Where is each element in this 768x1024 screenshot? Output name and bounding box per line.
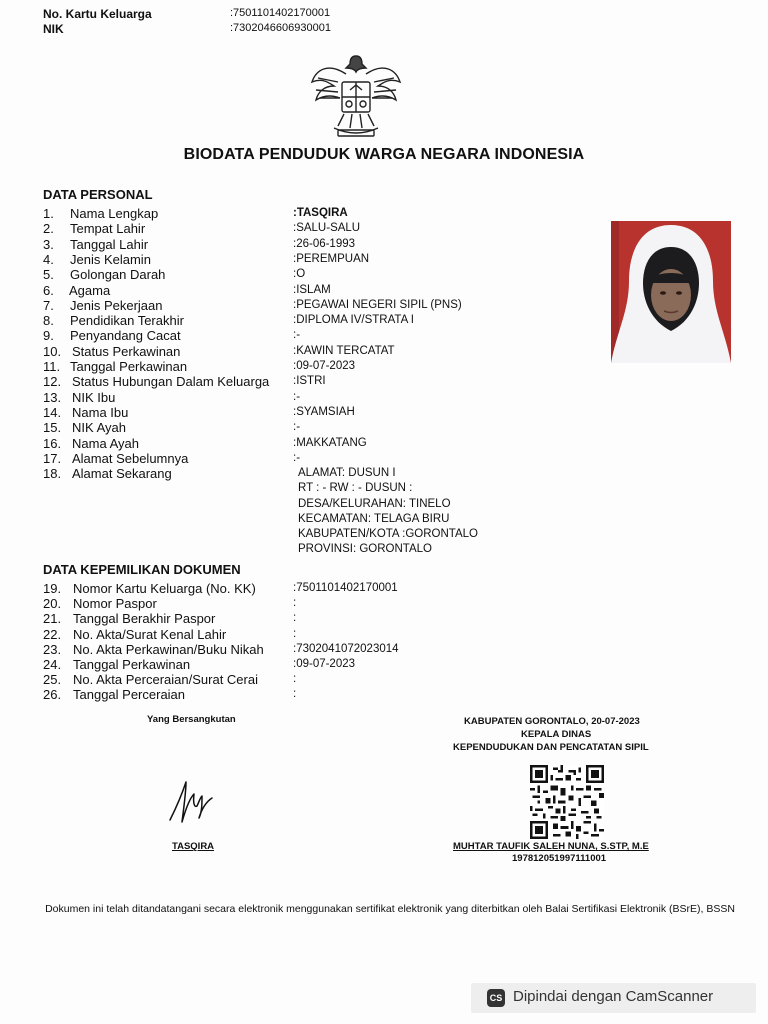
personal-row <box>43 436 603 451</box>
row-value: :SYAMSIAH <box>293 405 355 418</box>
row-value: :SALU-SALU <box>293 222 361 235</box>
personal-row <box>43 252 603 267</box>
signer-left-name: TASQIRA <box>172 841 215 852</box>
personal-row <box>43 313 603 328</box>
portrait-photo <box>611 221 731 363</box>
row-value: :TASQIRA <box>293 207 348 219</box>
official-nip: 197812051997111001 <box>512 853 607 864</box>
row-number: 19. <box>43 581 62 596</box>
row-number: 7. <box>43 297 54 313</box>
row-number: 20. <box>43 596 62 612</box>
handwritten-signature <box>166 778 216 826</box>
personal-row <box>43 221 603 236</box>
row-value: : <box>293 627 297 640</box>
personal-row <box>43 206 603 221</box>
row-label: Nama Lengkap <box>70 206 159 221</box>
row-number: 25. <box>43 672 62 688</box>
row-number: 16. <box>43 435 62 451</box>
row-number: 26. <box>43 687 62 703</box>
address-line: ALAMAT: DUSUN I <box>298 467 396 479</box>
row-value: :MAKKATANG <box>293 436 367 449</box>
row-value: : <box>293 673 297 686</box>
document-row <box>43 657 543 672</box>
row-label: Status Hubungan Dalam Keluarga <box>72 374 270 390</box>
row-value: : <box>293 688 297 701</box>
signer-left-heading: Yang Bersangkutan <box>147 714 236 725</box>
row-label: Nama Ibu <box>72 404 129 420</box>
row-label: No. Akta/Surat Kenal Lahir <box>73 626 227 642</box>
personal-row <box>43 328 603 343</box>
row-label: No. Akta Perkawinan/Buku Nikah <box>73 641 264 657</box>
row-label: Nomor Kartu Keluarga (No. KK) <box>73 581 256 596</box>
row-number: 2. <box>43 221 54 237</box>
row-value: :PEGAWAI NEGERI SIPIL (PNS) <box>293 298 462 311</box>
row-number: 5. <box>43 267 54 283</box>
row-value: :- <box>293 421 301 434</box>
document-row <box>43 611 543 626</box>
official-title-1: KEPALA DINAS <box>521 729 592 740</box>
row-value: :KAWIN TERCATAT <box>293 344 395 357</box>
row-number: 11. <box>43 359 61 374</box>
address-line: RT : - RW : - DUSUN : <box>298 482 413 495</box>
row-label: Nomor Paspor <box>73 596 157 612</box>
documents-section-heading: DATA KEPEMILIKAN DOKUMEN <box>43 562 241 577</box>
document-row <box>43 687 543 702</box>
row-number: 1. <box>43 206 54 221</box>
row-value: :- <box>293 390 301 403</box>
row-label: Agama <box>69 282 111 298</box>
document-row <box>43 672 543 687</box>
row-label: Nama Ayah <box>72 435 139 451</box>
row-label: Tanggal Perceraian <box>73 687 186 703</box>
personal-row <box>43 359 603 374</box>
personal-row <box>43 420 603 435</box>
row-number: 18. <box>43 466 62 482</box>
row-number: 21. <box>43 611 62 627</box>
kk-value: :7501101402170001 <box>230 7 331 19</box>
personal-row <box>43 374 603 389</box>
row-number: 9. <box>43 328 54 344</box>
row-label: Jenis Kelamin <box>70 251 151 267</box>
address-line: KECAMATAN: TELAGA BIRU <box>298 512 450 525</box>
row-number: 14. <box>43 404 62 420</box>
row-number: 3. <box>43 236 54 252</box>
row-number: 8. <box>43 313 54 329</box>
row-number: 17. <box>43 450 62 466</box>
row-value: :ISLAM <box>293 283 331 296</box>
row-label: Tanggal Lahir <box>70 236 149 252</box>
row-value: :DIPLOMA IV/STRATA I <box>293 314 414 327</box>
row-label: Pendidikan Terakhir <box>70 313 184 329</box>
row-value: :PEREMPUAN <box>293 252 370 265</box>
row-label: Tempat Lahir <box>70 221 146 237</box>
row-value: :7302041072023014 <box>293 642 399 655</box>
personal-row <box>43 298 603 313</box>
row-label: No. Akta Perceraian/Surat Cerai <box>73 672 258 688</box>
row-number: 12. <box>43 374 62 390</box>
row-label: Golongan Darah <box>70 267 166 283</box>
signing-place-date: KABUPATEN GORONTALO, 20-07-2023 <box>464 716 640 727</box>
current-address-block <box>298 466 478 558</box>
document-title: BIODATA PENDUDUK WARGA NEGARA INDONESIA <box>183 146 585 163</box>
address-line: DESA/KELURAHAN: TINELO <box>298 497 451 510</box>
row-number: 15. <box>43 420 62 436</box>
row-number: 23. <box>43 641 62 657</box>
electronic-signature-note: Dokumen ini telah ditandatangani secara elektronik menggunakan sertifikat elektronik yang diterbitkan oleh Balai Sertifikasi Elektronik (BSrE), BSSN <box>45 903 735 915</box>
document-row <box>43 642 543 657</box>
camscanner-icon: CS <box>487 989 505 1007</box>
row-number: 10. <box>43 343 62 359</box>
camscanner-badge <box>471 983 756 1013</box>
row-label: Penyandang Cacat <box>70 328 181 344</box>
official-name: MUHTAR TAUFIK SALEH NUNA, S.STP, M.E <box>453 841 649 852</box>
row-value: : <box>293 612 297 625</box>
address-line: KABUPATEN/KOTA :GORONTALO <box>298 528 478 541</box>
camscanner-label: Dipindai dengan CamScanner <box>513 988 714 1005</box>
nik-label: NIK <box>43 22 64 36</box>
row-number: 24. <box>43 657 62 672</box>
row-label: Tanggal Perkawinan <box>70 359 188 374</box>
row-number: 22. <box>43 626 62 642</box>
row-value: :09-07-2023 <box>293 360 356 372</box>
document-row <box>43 581 543 596</box>
row-label: NIK Ibu <box>72 389 116 405</box>
row-number: 4. <box>43 251 54 267</box>
document-row <box>43 596 543 611</box>
row-value: :09-07-2023 <box>293 658 356 670</box>
row-label: Alamat Sekarang <box>72 466 172 482</box>
personal-row <box>43 283 603 298</box>
nik-value: :7302046606930001 <box>230 22 331 34</box>
document-row <box>43 627 543 642</box>
row-value: :- <box>293 451 301 464</box>
address-line: PROVINSI: GORONTALO <box>298 543 432 556</box>
personal-row <box>43 237 603 252</box>
personal-section-heading: DATA PERSONAL <box>43 187 153 202</box>
qr-code <box>530 765 604 839</box>
garuda-emblem-icon <box>308 52 404 140</box>
kk-label: No. Kartu Keluarga <box>43 7 152 21</box>
row-number: 13. <box>43 389 62 405</box>
row-label: NIK Ayah <box>72 420 126 436</box>
row-label: Tanggal Perkawinan <box>73 657 191 672</box>
row-label: Alamat Sebelumnya <box>72 450 189 466</box>
personal-row <box>43 451 603 466</box>
row-label: Status Perkawinan <box>72 343 181 359</box>
official-title-2: KEPENDUDUKAN DAN PENCATATAN SIPIL <box>453 742 649 753</box>
row-value: :7501101402170001 <box>293 582 398 594</box>
personal-row <box>43 267 603 282</box>
personal-row <box>43 405 603 420</box>
row-label: Tanggal Berakhir Paspor <box>73 611 216 627</box>
row-value: : <box>293 597 297 610</box>
row-label: Jenis Pekerjaan <box>70 297 163 313</box>
personal-row <box>43 344 603 359</box>
row-value: :ISTRI <box>293 375 326 388</box>
personal-row <box>43 390 603 405</box>
row-value: :26-06-1993 <box>293 237 356 250</box>
row-value: :- <box>293 329 301 342</box>
row-number: 6. <box>43 282 54 298</box>
row-value: :O <box>293 268 306 281</box>
